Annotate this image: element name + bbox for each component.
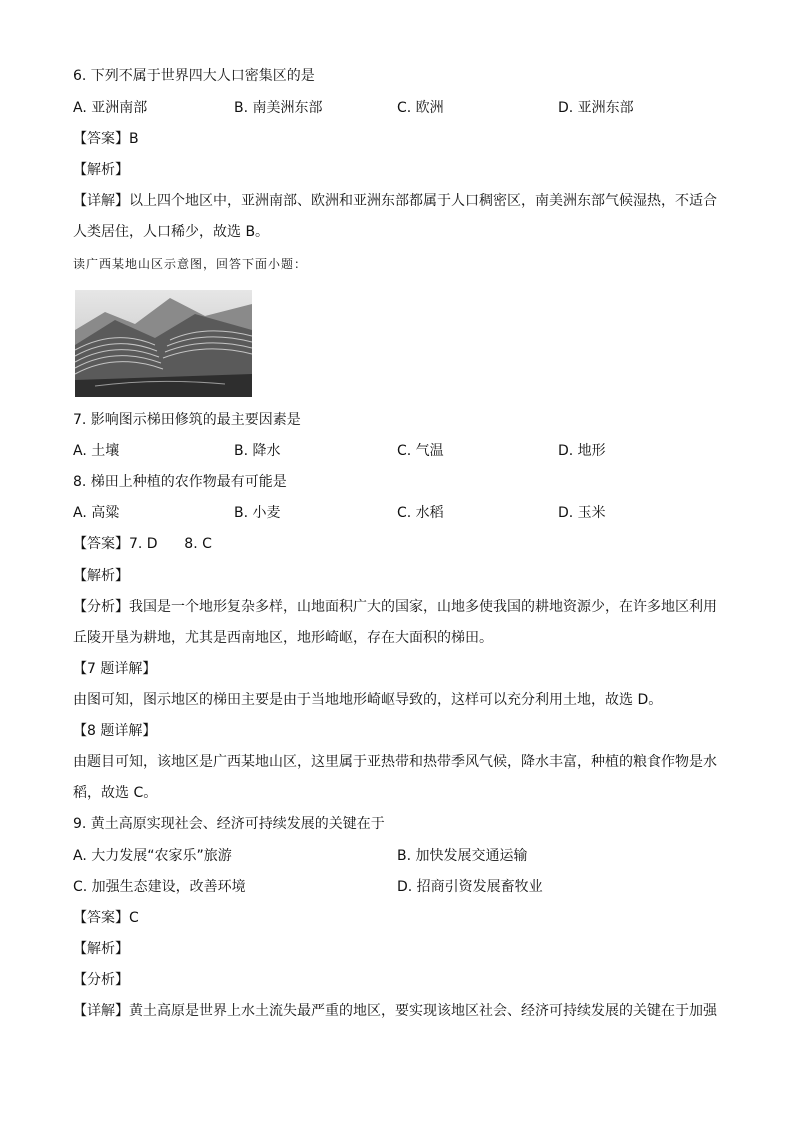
q9-option-d: D. 招商引资发展畜牧业 <box>397 879 543 895</box>
q6-option-c: C. 欧洲 <box>397 100 444 116</box>
q9-option-b: B. 加快发展交通运输 <box>397 848 528 864</box>
q7-detail: 由图可知，图示地区的梯田主要是由于当地地形崎岖导致的，这样可以充分利用土地，故选 D。 <box>73 692 663 708</box>
q6-option-a: A. 亚洲南部 <box>73 100 148 116</box>
q9-detail: 【详解】黄土高原是世界上水土流失最严重的地区，要实现该地区社会、经济可持续发展的关键在于加强 <box>73 1003 717 1019</box>
q9-option-c: C. 加强生态建设，改善环境 <box>73 879 246 895</box>
q6-option-b: B. 南美洲东部 <box>234 100 323 116</box>
q8-option-c: C. 水稻 <box>397 505 444 521</box>
q6-analysis-label: 【解析】 <box>73 162 129 178</box>
q8-option-a: A. 高粱 <box>73 505 120 521</box>
q9-stem: 9. 黄土高原实现社会、经济可持续发展的关键在于 <box>73 816 385 832</box>
q7-option-b: B. 降水 <box>234 443 281 459</box>
q8-option-d: D. 玉米 <box>558 505 606 521</box>
q8-detail-line-2: 稻，故选 C。 <box>73 785 158 801</box>
q7-option-a: A. 土壤 <box>73 443 120 459</box>
q8-detail-label: 【8 题详解】 <box>73 723 157 739</box>
group-intro: 读广西某地山区示意图，回答下面小题： <box>73 257 308 271</box>
q7-detail-label: 【7 题详解】 <box>73 661 157 677</box>
q9-analysis-label: 【解析】 <box>73 941 129 957</box>
q78-fenxi-line-2: 丘陵开垦为耕地，尤其是西南地区，地形崎岖，存在大面积的梯田。 <box>73 630 493 646</box>
q7-stem: 7. 影响图示梯田修筑的最主要因素是 <box>73 412 301 428</box>
terrace-photo <box>75 290 252 397</box>
q9-fenxi-label: 【分析】 <box>73 972 129 988</box>
q8-detail-line-1: 由题目可知，该地区是广西某地山区，这里属于亚热带和热带季风气候，降水丰富，种植的粮食作物是水 <box>73 754 717 770</box>
q6-option-d: D. 亚洲东部 <box>558 100 634 116</box>
q8-stem: 8. 梯田上种植的农作物最有可能是 <box>73 474 287 490</box>
q78-answer: 【答案】7. D 8. C <box>73 536 212 552</box>
q8-option-b: B. 小麦 <box>234 505 281 521</box>
q9-option-a: A. 大力发展“农家乐”旅游 <box>73 848 232 864</box>
q9-answer: 【答案】C <box>73 910 139 926</box>
q6-stem: 6. 下列不属于世界四大人口密集区的是 <box>73 68 315 84</box>
q6-detail-line-1: 【详解】以上四个地区中，亚洲南部、欧洲和亚洲东部都属于人口稠密区，南美洲东部气候湿热，不适合 <box>73 193 717 209</box>
q78-analysis-label: 【解析】 <box>73 568 129 584</box>
q7-option-d: D. 地形 <box>558 443 606 459</box>
q6-answer: 【答案】B <box>73 131 139 147</box>
q7-option-c: C. 气温 <box>397 443 444 459</box>
q78-fenxi-line-1: 【分析】我国是一个地形复杂多样，山地面积广大的国家，山地多使我国的耕地资源少，在许多地区利用 <box>73 599 717 615</box>
q6-detail-line-2: 人类居住，人口稀少，故选 B。 <box>73 224 270 240</box>
